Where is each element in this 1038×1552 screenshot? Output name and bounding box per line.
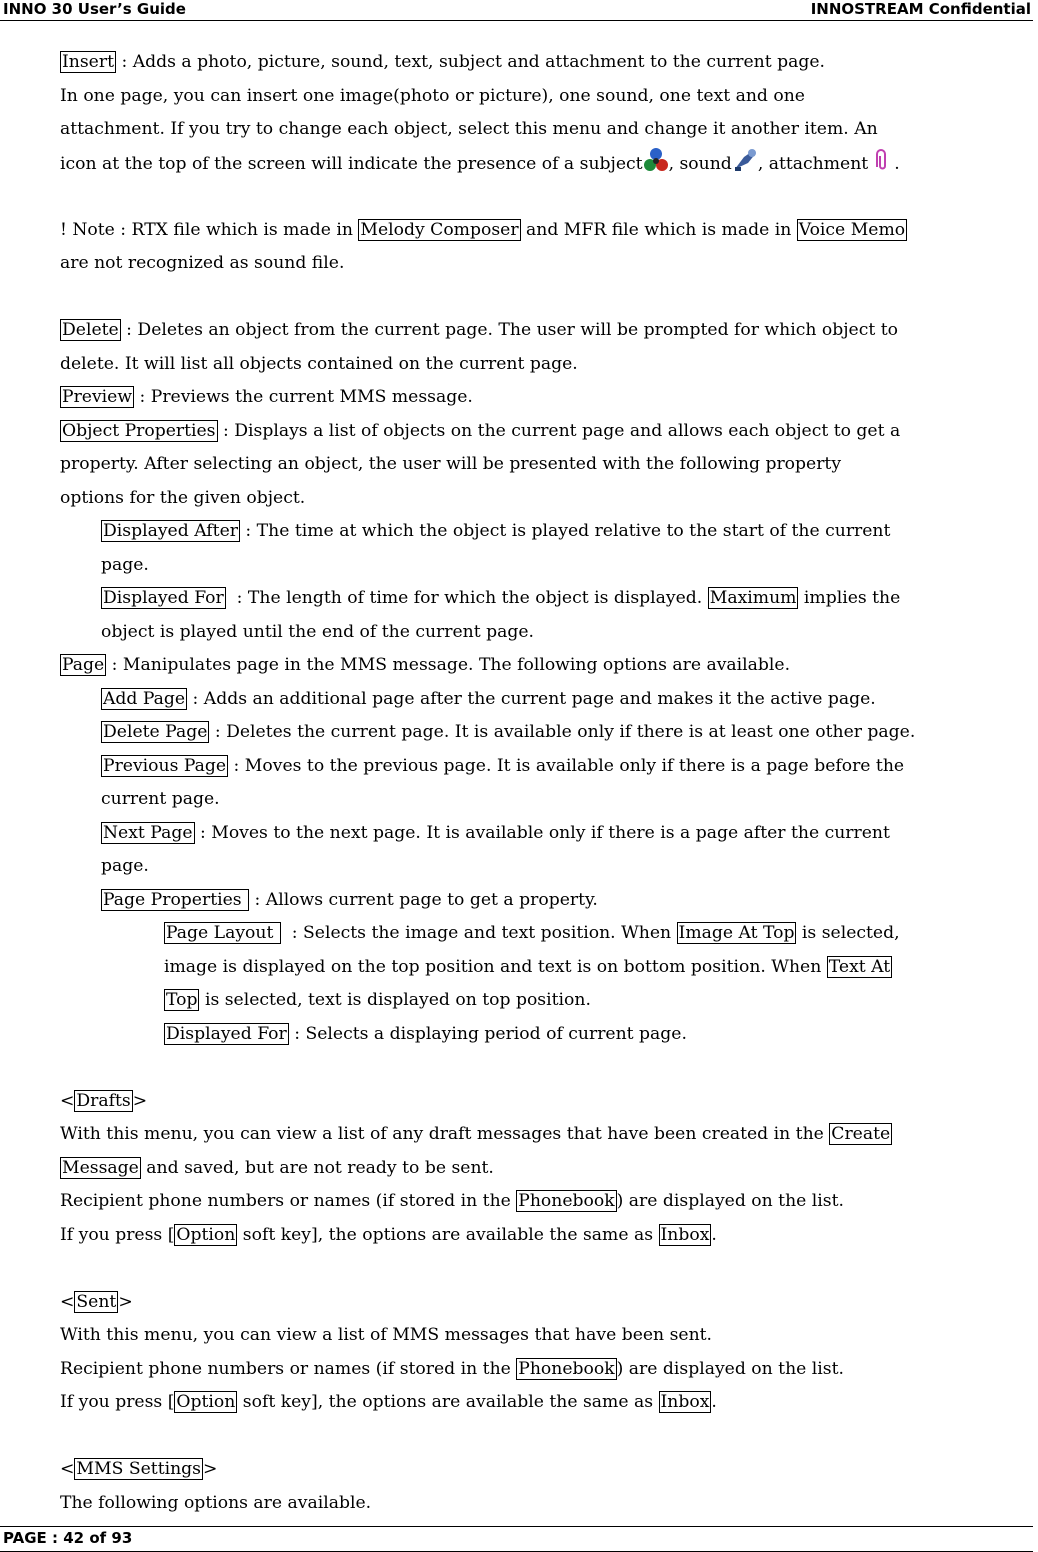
mms-settings-term: MMS Settings bbox=[76, 1459, 201, 1479]
previous-page-term: Previous Page bbox=[103, 755, 227, 776]
create-term: Create bbox=[831, 1124, 891, 1144]
page-footer bbox=[0, 1526, 1033, 1552]
drafts-line-1: With this menu, you can view a list of any draft messages that have been created in the Create bbox=[60, 1124, 891, 1144]
page-layout-line-1: Page Layout : Selects the image and text position. When Image At Top is selected, bbox=[166, 923, 900, 943]
page-layout-term: Page Layout bbox=[166, 923, 279, 943]
melody-composer-term: Melody Composer bbox=[360, 219, 519, 240]
next-page-line-1: Next Page : Moves to the next page. It is available only if there is a page after the current bbox=[103, 822, 890, 843]
page-displayed-for-line: Displayed For : Selects a displaying period of current page. bbox=[166, 1023, 687, 1044]
delete-page-line: Delete Page : Deletes the current page. It is available only if there is at least one other page. bbox=[103, 722, 916, 742]
delete-line-1: Delete : Deletes an object from the current page. The user will be prompted for which object to bbox=[62, 320, 898, 340]
sent-line-2: Recipient phone numbers or names (if stored in the Phonebook ) are displayed on the list. bbox=[60, 1358, 844, 1379]
drafts-term: Drafts bbox=[76, 1090, 131, 1111]
sent-line-1: With this menu, you can view a list of MMS messages that have been sent. bbox=[60, 1325, 713, 1345]
preview-line: Preview : Previews the current MMS message. bbox=[62, 387, 473, 407]
page-header bbox=[0, 0, 1033, 21]
drafts-heading: < Drafts > bbox=[60, 1090, 148, 1111]
displayed-for-term: Displayed For bbox=[103, 588, 224, 608]
document-body bbox=[60, 46, 1038, 1520]
phonebook-term: Phonebook bbox=[518, 1191, 615, 1211]
insert-line-4: icon at the top of the screen will indicate the presence of a subject , sound , attachment . bbox=[60, 147, 1038, 181]
text-at-term: Text At bbox=[828, 956, 891, 977]
sent-heading: < Sent > bbox=[60, 1291, 133, 1312]
paperclip-icon bbox=[868, 147, 894, 173]
image-at-top-term: Image At Top bbox=[678, 923, 795, 943]
add-page-line: Add Page : Adds an additional page after the current page and makes it the active page. bbox=[103, 688, 876, 709]
maximum-term: Maximum bbox=[709, 588, 797, 608]
page-displayed-for-term: Displayed For bbox=[166, 1023, 287, 1044]
insert-line-3: attachment. If you try to change each object, select this menu and change it another item. An bbox=[60, 119, 878, 139]
sent-term: Sent bbox=[76, 1291, 117, 1312]
displayed-for-line-2: object is played until the end of the current page. bbox=[101, 621, 534, 642]
displayed-for-line-1: Displayed For : The length of time for which the object is displayed. Maximum implies the bbox=[103, 588, 901, 608]
add-page-term: Add Page bbox=[103, 688, 186, 709]
object-properties-term: Object Properties bbox=[62, 420, 216, 441]
inbox-term: Inbox bbox=[660, 1224, 710, 1245]
object-properties-line-1: Object Properties : Displays a list of objects on the current page and allows each object to get a bbox=[62, 420, 901, 441]
insert-line-2: In one page, you can insert one image(photo or picture), one sound, one text and one bbox=[60, 85, 805, 106]
drafts-line-3: Recipient phone numbers or names (if stored in the Phonebook ) are displayed on the list. bbox=[60, 1191, 844, 1211]
option-term: Option bbox=[176, 1392, 236, 1412]
previous-page-line-2: current page. bbox=[101, 789, 220, 809]
delete-page-term: Delete Page bbox=[103, 722, 208, 742]
delete-term: Delete bbox=[62, 320, 119, 340]
confidential-label: INNOSTREAM Confidential bbox=[810, 0, 1031, 18]
page-layout-line-2: image is displayed on the top position and text is on bottom position. When Text At bbox=[164, 956, 891, 977]
next-page-line-2: page. bbox=[101, 856, 149, 876]
delete-line-2: delete. It will list all objects contained on the current page. bbox=[60, 353, 578, 374]
preview-term: Preview bbox=[62, 387, 133, 407]
option-term: Option bbox=[176, 1224, 236, 1245]
inbox-term: Inbox bbox=[660, 1392, 710, 1412]
document-title: INNO 30 User’s Guide bbox=[3, 0, 186, 18]
message-term: Message bbox=[62, 1157, 139, 1178]
page-term: Page bbox=[62, 655, 105, 675]
mms-settings-line-1: The following options are available. bbox=[60, 1492, 372, 1513]
mms-settings-heading: < MMS Settings > bbox=[60, 1459, 218, 1479]
insert-line-1: Insert : Adds a photo, picture, sound, text, subject and attachment to the current page. bbox=[62, 52, 826, 72]
sent-line-3: If you press [ Option soft key], the options are available the same as Inbox . bbox=[60, 1392, 717, 1412]
top-term: Top bbox=[166, 990, 198, 1010]
page-number: PAGE : 42 of 93 bbox=[3, 1529, 133, 1547]
page-layout-line-3: Top is selected, text is displayed on top position. bbox=[166, 990, 591, 1010]
page-line: Page : Manipulates page in the MMS message. The following options are available. bbox=[62, 655, 791, 675]
previous-page-line-1: Previous Page : Moves to the previous page. It is available only if there is a page before the bbox=[103, 755, 905, 776]
page-properties-line: Page Properties : Allows current page to get a property. bbox=[103, 889, 598, 910]
object-properties-line-2: property. After selecting an object, the user will be presented with the following property bbox=[60, 454, 842, 474]
note-line-2: are not recognized as sound file. bbox=[60, 253, 345, 273]
displayed-after-term: Displayed After bbox=[103, 521, 238, 541]
displayed-after-line-2: page. bbox=[101, 554, 149, 575]
object-properties-line-3: options for the given object. bbox=[60, 487, 306, 508]
phonebook-term: Phonebook bbox=[518, 1358, 615, 1379]
sound-icon bbox=[732, 147, 758, 173]
displayed-after-line-1: Displayed After : The time at which the object is played relative to the start of the current bbox=[103, 521, 891, 541]
drafts-line-4: If you press [ Option soft key], the options are available the same as Inbox . bbox=[60, 1224, 717, 1245]
voice-memo-term: Voice Memo bbox=[798, 219, 906, 240]
drafts-line-2: Message and saved, but are not ready to be sent. bbox=[62, 1157, 494, 1178]
insert-term: Insert bbox=[62, 52, 114, 72]
subject-icon bbox=[643, 147, 669, 173]
note-term: ! Note bbox=[60, 219, 115, 240]
note-line-1: ! Note : RTX file which is made in Melody Composer and MFR file which is made in Voice Memo bbox=[60, 219, 906, 240]
page-properties-term: Page Properties bbox=[103, 889, 248, 910]
next-page-term: Next Page bbox=[103, 822, 193, 843]
